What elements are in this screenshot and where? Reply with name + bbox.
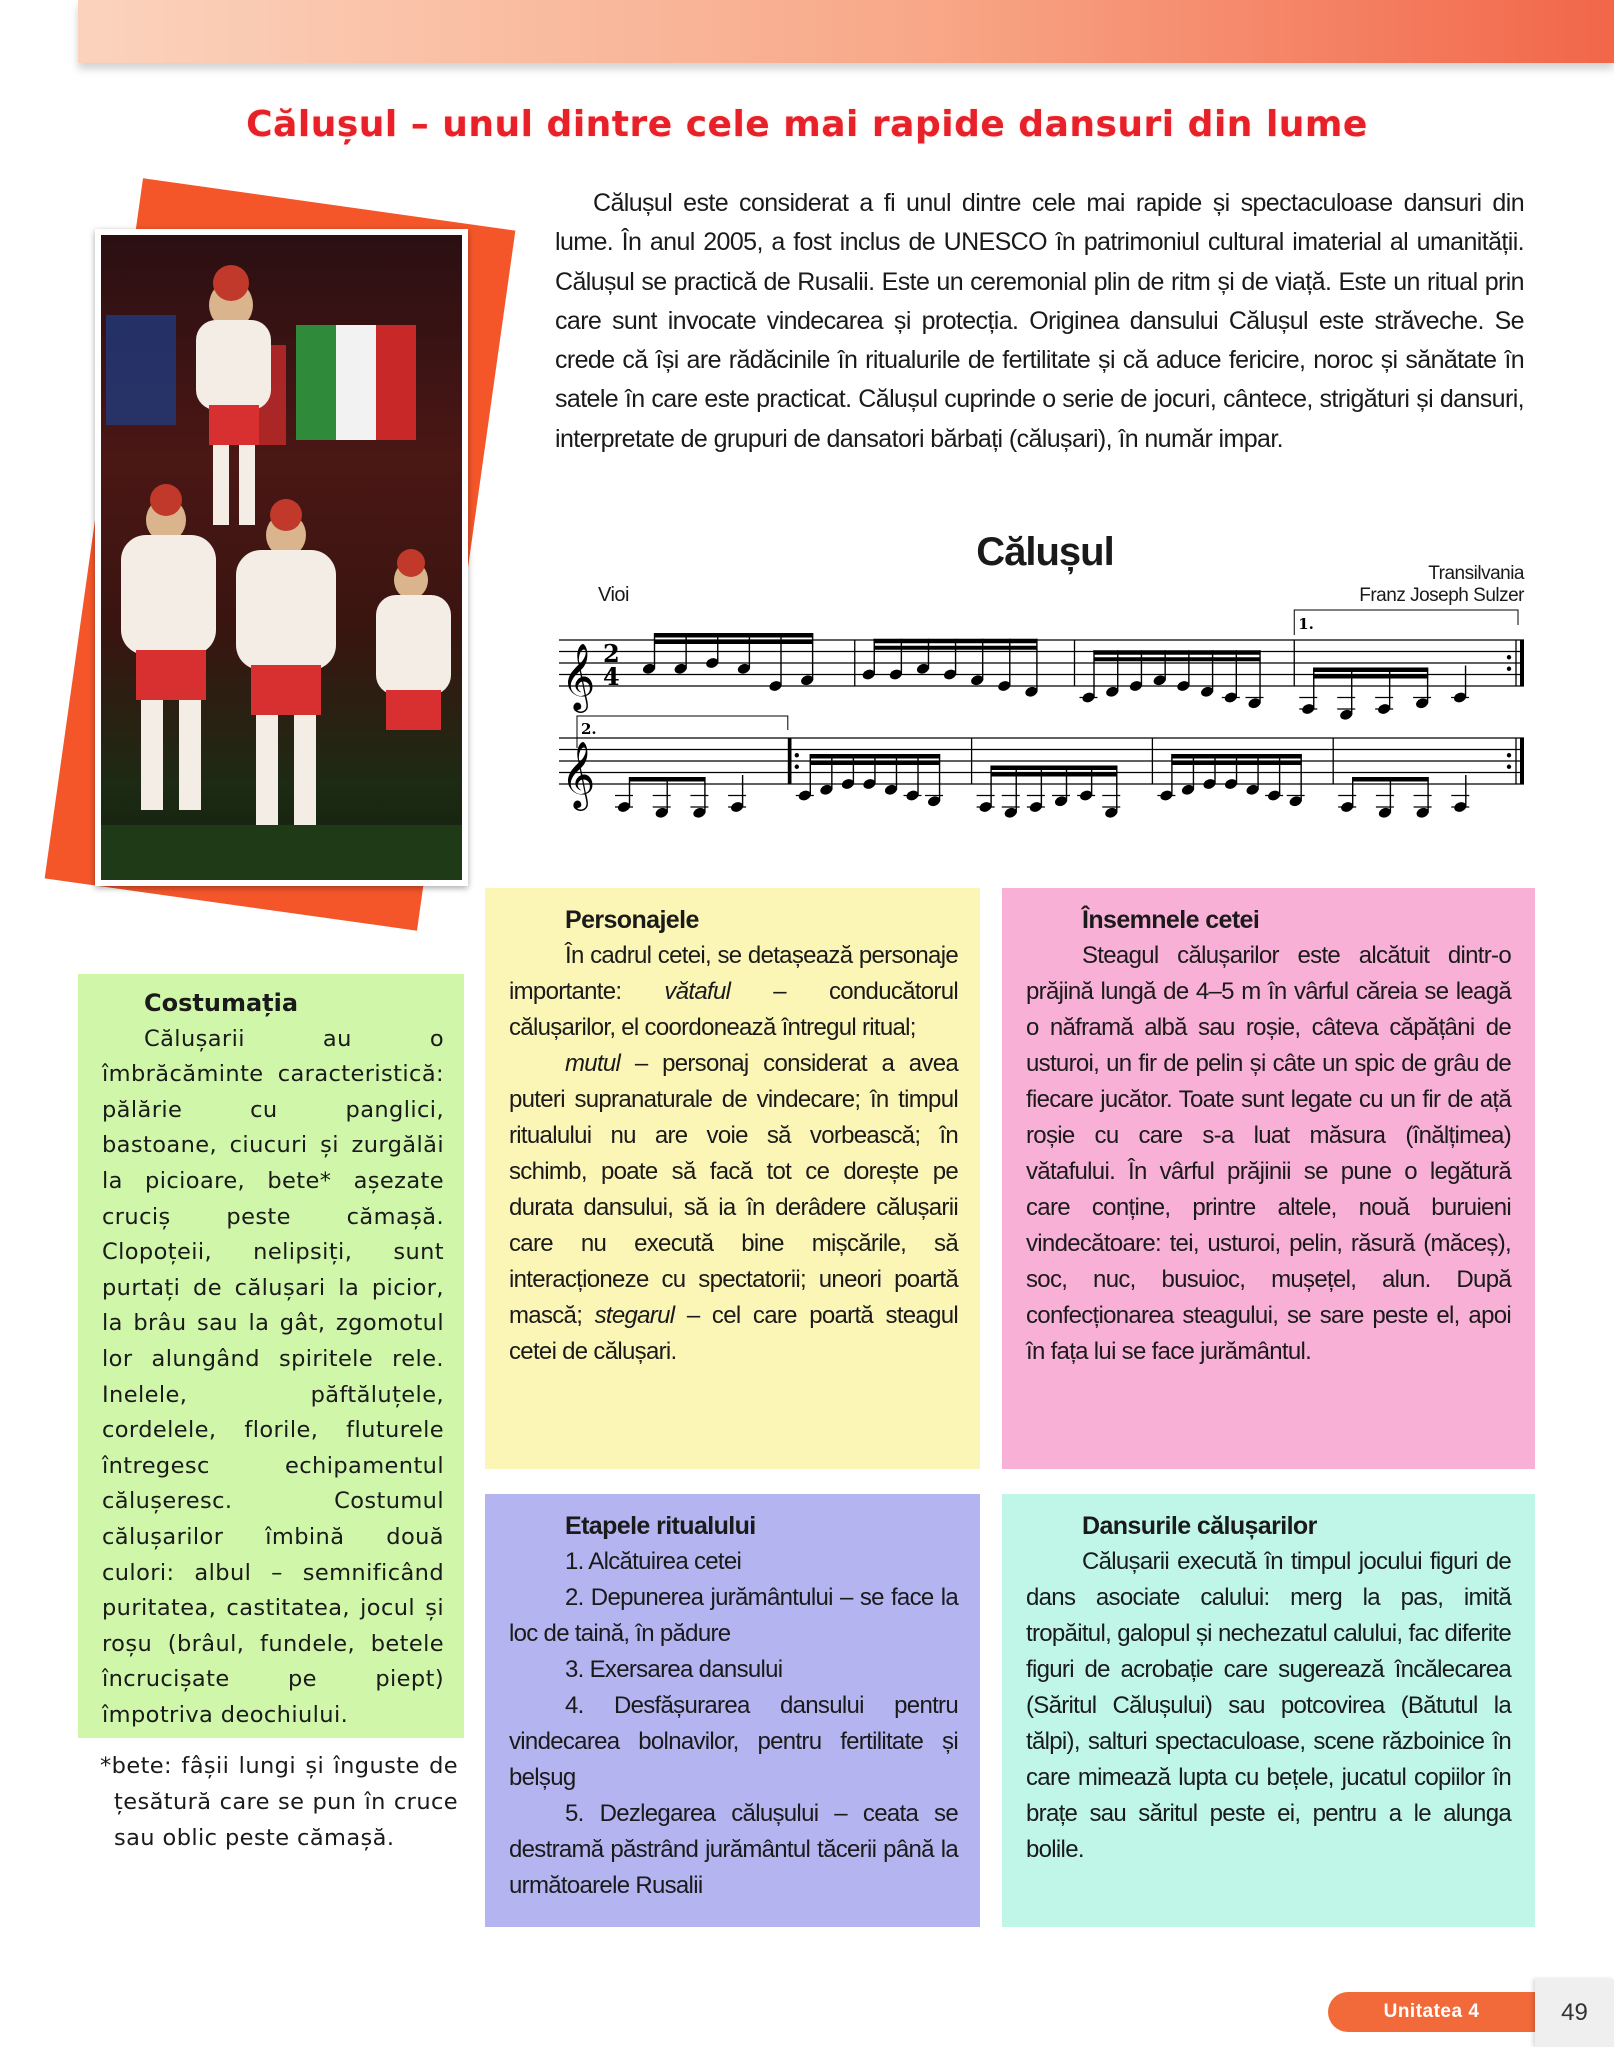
repeat-dot [795,765,799,769]
volta-bracket-1 [1294,610,1518,635]
page-number: 49 [1561,1999,1588,2026]
volta-label-2: 2. [581,720,597,738]
volta-label-1: 1. [1298,615,1314,633]
dances-box [1002,1494,1535,1927]
stages-heading: Etapele ritualului [565,1512,756,1540]
treble-clef-icon: 𝄞 [561,642,596,710]
sheet-music [555,520,1535,830]
note-beam-16th [654,640,813,644]
repeat-dot [1507,753,1511,757]
costume-footnote: *bete: fâșii lungi și înguste de țesătură care se pun în cruce sau oblic peste cămașă. [100,1753,458,1851]
dancers-illustration [101,235,462,880]
score-tempo: Vioi [598,584,629,606]
note-beam [1313,668,1428,673]
note-beam-16th [1094,657,1261,661]
costume-text: Călușarii au o îmbrăcăminte caracteristică: pălărie cu panglici, bastoane, ciucuri și zurgălăi la picioare, bete* așezate cruciș peste cămașă. Clopoțeii, nelipsiți, sunt purtați de călușari la picior, la brâu sau la gât, zgomotul lor alungând spiritele rele. Inelele, păftăluțele, cordelele, florile, fluturele întregesc echipamentul călușeresc. Costumul călușarilor îmbină două culori: albul – semnificând puritatea, castitatea, jocul și roșu (brâul, fundele, betele încrucișate pe piept) împotriva deochiului. [102,1025,444,1728]
dances-heading: Dansurile călușarilor [1082,1512,1317,1540]
stegarul-desc: – cel care poartă steagul cetei de călușari. [509,1302,959,1365]
score-author: Franz Joseph Sulzer [1359,585,1524,606]
stage-item: 2. Depunerea jurământului – se face la loc de taină, în pădure [509,1584,958,1647]
note-beam-16th [810,761,940,765]
note-beam-16th [1313,675,1428,679]
score-region: Transilvania [1428,563,1524,584]
repeat-dot [1507,655,1511,659]
stage-item: 5. Dezlegarea călușului – ceata se destramă păstrând jurământul tăcerii până la următoarele Rusalii [509,1800,958,1899]
term-vataful: vătaful [664,978,731,1005]
characters-box [485,888,980,1469]
stage-item: 3. Exersarea dansului [565,1656,783,1683]
note-beam [874,639,1038,644]
characters-heading: Personajele [565,906,699,934]
note-beam-16th [874,646,1038,650]
treble-clef-icon: 𝄞 [561,740,596,808]
costume-heading: Costumația [144,989,299,1017]
volta-bracket-2 [577,716,788,748]
stage-item: 4. Desfășurarea dansului pentru vindecarea bolnavilor, pentru fertilitate și belșug [509,1692,958,1791]
stages-box [485,1494,980,1927]
costume-box [78,974,464,1738]
repeat-dot [795,753,799,757]
repeat-dot [1507,667,1511,671]
note-beam [1094,650,1261,655]
note-beam [1171,754,1301,759]
repeat-dot [1507,765,1511,769]
term-stegarul: stegarul [594,1302,675,1329]
header-band [78,0,1614,63]
note-beam-16th [1171,761,1301,765]
photo-calusari [95,229,468,886]
characters-text-1 [509,938,958,1046]
intro-paragraph: Călușul este considerat a fi unul dintre cele mai rapide și spectaculoase dansuri din lume. În anul 2005, a fost inclus de UNESCO în patrimoniul cultural imaterial al umanității. Călușul se practică de Rusalii. Este un ceremonial plin de ritm și de viață. Este un ritual prin care sunt invocate vindecarea și protecția. Originea dansului Călușul este străveche. Se crede că își are rădăcinile în ritualurile de fertilitate și că aduce fericire, noroc și sănătate în satele în care este practicat. Călușul cuprinde o serie de jocuri, cântece, strigături și dansuri, interpretate de grupuri de dansatori bărbați (călușari), în număr impar. [555,189,1524,453]
stage-item: 1. Alcătuirea cetei [565,1548,742,1575]
final-bar [1520,640,1524,686]
note-beam-16th [991,773,1118,777]
characters-text-2 [509,1046,958,1370]
photo-image [101,235,462,880]
insignia-box [1002,888,1535,1469]
insignia-heading: Însemnele cetei [1082,906,1260,934]
characters-intro: În cadrul cetei, se detașează personaje importante: [509,942,958,1005]
time-signature-top: 2 [603,639,620,668]
note-beam [991,766,1118,771]
vataful-desc: – conducătorul călușarilor, el coordonează întregul ritual; [509,978,958,1041]
dances-text: Călușarii execută în timpul jocului figuri de dans asociate calului: merg la pas, imită tropăitul, galopul și nechezatul calului, fac diferite figuri de acrobație care sugerează încălecarea (Săritul Călușului) sau potcovirea (Bătutul la tălpi), salturi spectaculoase, scene războinice în care mimează lupta cu bețele, jucatul copiilor în brațe sau săritul peste ei, pentru a le alunga bolile. [1026,1548,1511,1863]
note-beam [629,777,705,782]
insignia-text: Steagul călușarilor este alcătuit dintr-o prăjină lungă de 4–5 m în vârful căreia se leagă o năframă albă sau roșie, câteva căpățâni de usturoi, un fir de pelin și câte un spic de grâu de fiecare jucător. Toate sunt legate cu un fir de ață roșie cu care s-a luat măsura (înălțimea) vătafului. În vârful prăjinii se pune o legătură care conține, printre altele, nouă buruieni vindecătoare: tei, usturoi, pelin, răsură (măceș), soc, nuc, busuioc, mușețel, alun. După confecționarea steagului, se sare peste el, apoi în fața lui se face jurământul. [1026,942,1511,1365]
score-title: Călușul [976,530,1114,574]
note-beam [1352,777,1428,782]
repeat-start-bar [788,738,792,784]
term-mutul: mutul [565,1050,621,1077]
mutul-desc: – personaj considerat a avea puteri supranaturale de vindecare; în timpul ritualului nu are voie să vorbească; în schimb, poate să facă tot ce dorește pe durata dansului, să ia în derâdere călușarii care nu execută bine mișcările, să interacționeze cu spectatorii; uneori poartă mască; [509,1050,958,1329]
time-signature-bottom: 4 [603,662,620,691]
note-beam [654,633,813,638]
final-bar [1520,738,1524,784]
note-beam [810,754,940,759]
unit-label: Unitatea 4 [1328,1992,1535,2032]
page-title: Călușul – unul dintre cele mai rapide dansuri din lume [246,104,1368,145]
